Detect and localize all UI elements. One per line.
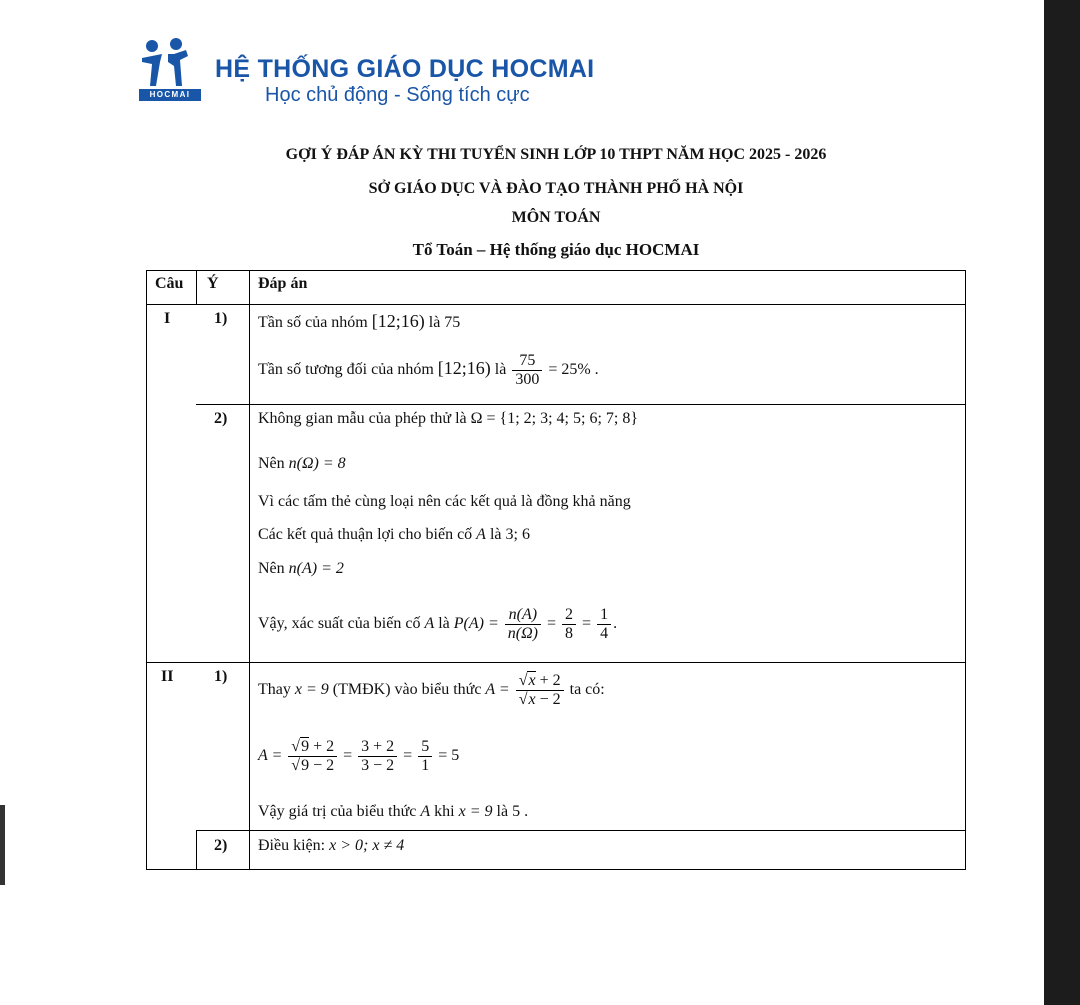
screen-edge-right [1044, 0, 1080, 1005]
author-line: Tổ Toán – Hệ thống giáo dục HOCMAI [412, 240, 700, 259]
answer-line: A = $\frac{√9 + 2}{√9 - 2}$ = $\frac{3 + 2}{3 - 2}$ = $\frac{5}{1}$ = 5 [258, 738, 460, 774]
brand-slogan: Học chủ động - Sống tích cực [265, 84, 530, 106]
answer-line: Các kết quả thuận lợi cho biến cố A là 3; 6 [258, 526, 530, 543]
answer-line: Vậy, xác suất của biến cố A là P(A) = $\frac{n(A)}{n(\Omega)}$ = $\frac{2}{8}$ = $\frac{1}{4}$ . [258, 606, 618, 642]
answer-line: Vậy giá trị của biểu thức A khi x = 9 là 5 . [258, 803, 529, 820]
header-cau: Câu [155, 275, 184, 292]
part-label-i-1: 1) [214, 310, 228, 327]
subject-title: MÔN TOÁN [511, 209, 601, 226]
brand-title: HỆ THỐNG GIÁO DỤC HOCMAI [215, 55, 595, 83]
part-label-ii-2: 2) [214, 837, 228, 854]
answer-line: Vì các tấm thẻ cùng loại nên các kết quả là đồng khả năng [258, 493, 631, 510]
hocmai-badge: HOCMAI [139, 89, 201, 101]
answer-line: Thay x = 9 (TMĐK) vào biểu thức A = $\frac{√x + 2}{√x - 2}$ ta có: [258, 672, 605, 708]
document-subtitle: SỞ GIÁO DỤC VÀ ĐÀO TẠO THÀNH PHỐ HÀ NỘI [368, 180, 744, 197]
answer-line: Điều kiện: x > 0; x ≠ 4 [258, 837, 405, 854]
screen-edge-left [0, 805, 5, 885]
answer-line: Không gian mẫu của phép thử là Ω = {1; 2; 3; 4; 5; 6; 7; 8} [258, 410, 639, 427]
answer-line: Nên n(A) = 2 [258, 560, 344, 577]
question-label-ii: II [161, 668, 174, 685]
answer-line: Tần số của nhóm [12;16) là 75 [258, 311, 461, 331]
question-label-i: I [164, 310, 171, 327]
header-y: Ý [207, 275, 219, 292]
answer-line: Nên n(Ω) = 8 [258, 455, 346, 472]
document-title: GỢI Ý ĐÁP ÁN KỲ THI TUYỂN SINH LỚP 10 THPT NĂM HỌC 2025 - 2026 [285, 146, 827, 163]
part-label-i-2: 2) [214, 410, 228, 427]
header-dap-an: Đáp án [258, 275, 308, 292]
answer-line: Tần số tương đối của nhóm [12;16) là $\frac{75}{300}$ = 25% . [258, 352, 599, 388]
part-label-ii-1: 1) [214, 668, 228, 685]
